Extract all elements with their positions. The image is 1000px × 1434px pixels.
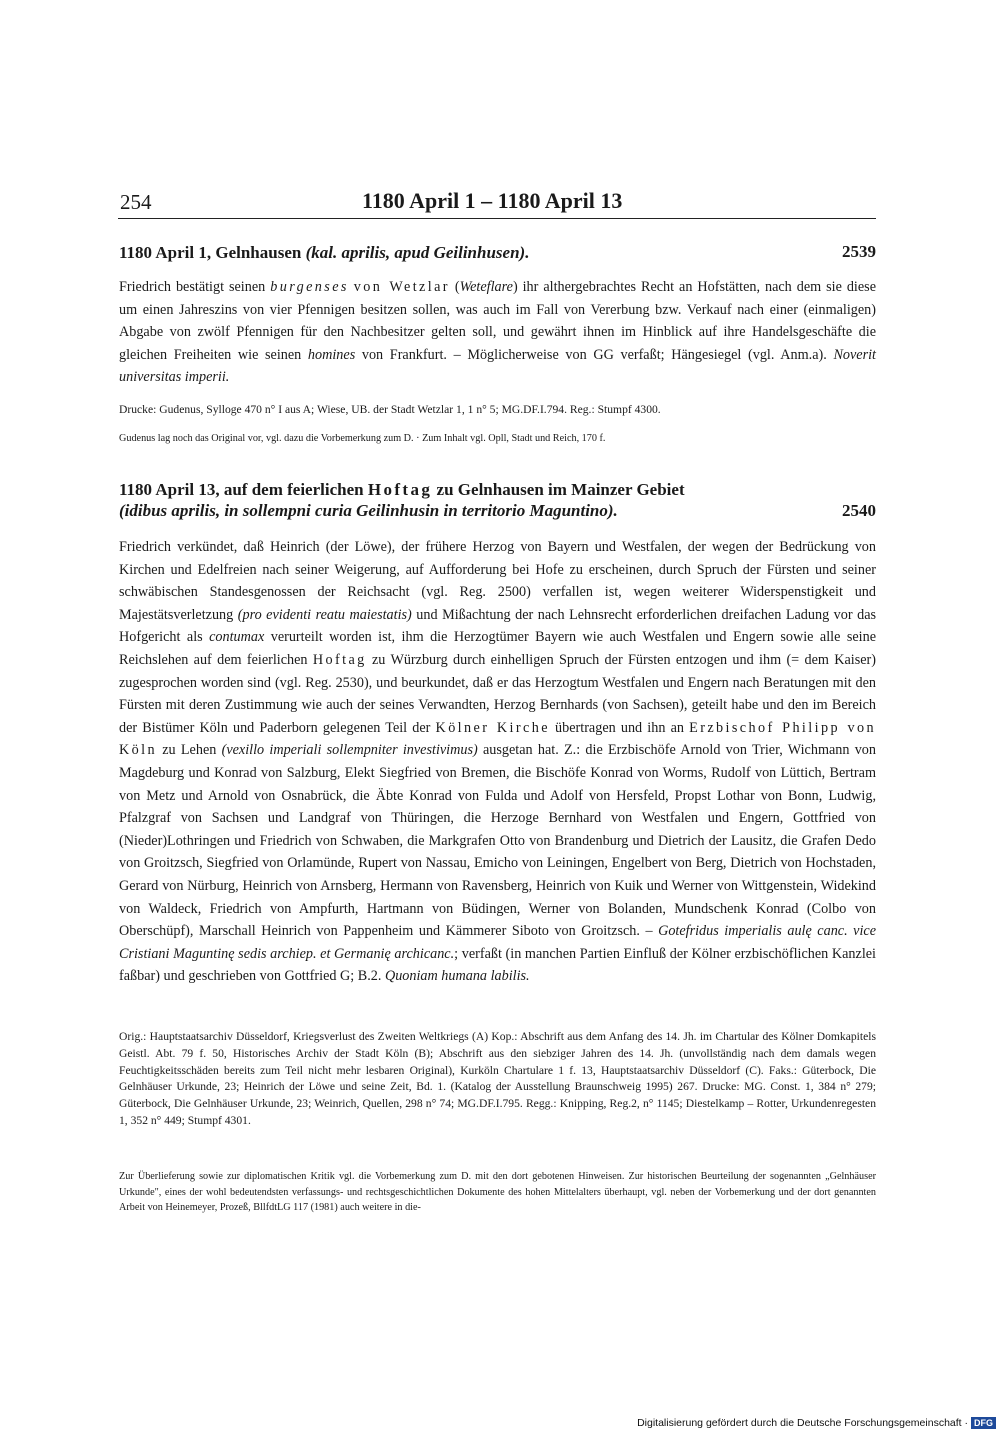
footer-credit <box>637 1417 996 1429</box>
entry-2539-heading: 1180 April 1, Gelnhausen (kal. aprilis, apud Geilinhusen). <box>119 243 530 262</box>
dfg-logo: DFG <box>971 1417 996 1429</box>
entry-2539-text: Friedrich bestätigt seinen burgenses von Wetzlar (Weteflare) ihr althergebrachtes Recht an Hofstätten, nach dem sie diese um einen Jahreszins von vier Pfennigen besitzen sollen, was auch im Fall von Vererbung bzw. Verkauf nach einer (einmaligen) Abgabe von zwölf Pfennigen für den Nachbesitzer gelten soll, und gewährt ihnen im Hinblick auf ihre Handelsgeschäfte die gleichen Freiheiten wie seinen homines von Frankfurt. – Möglicherweise von GG verfaßt; Hängesiegel (vgl. Anm.a). Noverit universitas imperii. <box>119 279 876 386</box>
entry-2539-remark: Gudenus lag noch das Original vor, vgl. dazu die Vorbemerkung zum D. · Zum Inhalt vgl. Opll, Stadt und Reich, 170 f. <box>119 433 606 444</box>
running-title: 1180 April 1 – 1180 April 13 <box>362 188 623 213</box>
entry-2540-remark: Zur Überlieferung sowie zur diplomatischen Kritik vgl. die Vorbemerkung zum D. mit den dort gebotenen Hinweisen. Zur historischen Beurteilung der sogenannten „Gelnhäuser Urkunde", eines der wohl bedeutendsten verfassungs- und rechtsgeschichtlichen Dokumente des hohen Mittelalters überhaupt, vgl. neben der Vorbemerkung und der dort genannten Arbeit von Heinemeyer, Prozeß, BllfdtLG 117 (1981) auch weitere in die- <box>119 1171 876 1214</box>
entry-2540-heading: 1180 April 13, auf dem feierlichen Hoftag zu Gelnhausen im Mainzer Gebiet (idibus aprilis, in sollempni curia Geilinhusin in territorio Maguntino). <box>119 480 685 520</box>
entry-2540-number: 2540 <box>842 501 876 520</box>
entry-2540-sources: Orig.: Hauptstaatsarchiv Düsseldorf, Kriegsverlust des Zweiten Weltkriegs (A) Kop.: Abschrift aus dem Anfang des 14. Jh. im Chartular des Kölner Domkapitels Geistl. Abt. 79 f. 50, Historisches Archiv der Stadt Köln (B); Abschrift aus den siebziger Jahren des 14. Jh. (unvollständig nach dem damals wegen Feuchtigkeitsschäden bereits zum Teil nicht mehr lesbaren Original), Kurköln Chartulare 1 f. 13, Hauptstaatsarchiv Düsseldorf (C). Faks.: Güterbock, Die Gelnhäuser Urkunde, 23; Heinrich der Löwe und seine Zeit, Bd. 1. (Katalog der Ausstellung Braunschweig 1995) 267. Drucke: MG. Const. 1, 384 n° 279; Güterbock, Die Gelnhäuser Urkunde, 23; Weinrich, Quellen, 298 n° 74; MG.DF.I.795. Regg.: Knipping, Reg.2, n° 1145; Diestelkamp – Rotter, Urkundenregesten 1, 352 n° 449; Stumpf 4301. <box>119 1030 876 1127</box>
entry-2539-number: 2539 <box>842 242 876 261</box>
entry-2540-text: Friedrich verkündet, daß Heinrich (der Löwe), der frühere Herzog von Bayern und Westfalen, der wegen der Bedrückung von Kirchen und Edelfreien nach seiner Weigerung, auf Aufforderung bei Hofe zu erscheinen, durch Spruch der Fürsten und seiner schwäbischen Standesgenossen der Reichsacht (vgl. Reg. 2500) verfallen ist, wegen weiterer Widerspenstigkeit und Majestätsverletzung (pro evidenti reatu maiestatis) und Mißachtung der nach Lehnsrecht erforderlichen dreifachen Ladung vor das Hofgericht als contumax verurteilt worden ist, ihm die Herzogtümer Bayern wie auch Westfalen und Engern sowie alle seine Reichslehen auf dem feierlichen Hoftag zu Würzburg durch einhelligen Spruch der Fürsten entzogen und ihm (= dem Kaiser) zugesprochen worden sind (vgl. Reg. 2530), und beurkundet, daß er das Herzogtum Westfalen und Engern nach Beratungen mit den Fürsten mit deren Zustimmung wie auch der seines Verwandten, Herzog Bernhards (von Sachsen), geteilt habe und den im Bereich der Bistümer Köln und Paderborn gelegenen Teil der Kölner Kirche übertragen und ihn an Erzbischof Philipp von Köln zu Lehen (vexillo imperiali sollempniter investivimus) ausgetan hat. Z.: die Erzbischöfe Arnold von Trier, Wichmann von Magdeburg und Konrad von Salzburg, Elekt Siegfried von Bremen, die Bischöfe Konrad von Worms, Rudolf von Lüttich, Bertram von Metz und Arnold von Osnabrück, die Äbte Konrad von Fulda und Adolf von Hersfeld, Propst Lothar von Bonn, Ludwig, Pfalzgraf von Sachsen und Landgraf von Thüringen, die Herzoge Bernhard von Westfalen und Engern, Gottfried von (Nieder)Lothringen und Friedrich von Schwaben, die Markgrafen Otto von Brandenburg und Dietrich der Lausitz, die Grafen Dedo von Groitzsch, Siegfried von Orlamünde, Rupert von Nassau, Emicho von Leiningen, Engelbert von Berg, Dietrich von Hochstaden, Gerard von Nürburg, Heinrich von Arnsberg, Hermann von Ravensberg, Heinrich von Kuik und Werner von Wittgenstein, Widekind von Waldeck, Friedrich von Ampfurth, Hartmann von Büdingen, Werner von Bolanden, Mundschenk Konrad (Colbo von Oberschüpf), Marschall Heinrich von Pappenheim und Kämmerer Siboto von Groitzsch. – Gotefridus imperialis aulę canc. vice Cristiani Maguntinę sedis archiep. et Germanię archicanc.; verfaßt (in manchen Partien Einfluß der Kölner erzbischöflichen Kanzlei faßbar) und geschrieben von Gottfried G; B.2. Quoniam humana labilis. <box>119 539 877 985</box>
footer-text: Digitalisierung gefördert durch die Deutsche Forschungsgemeinschaft · <box>637 1417 968 1429</box>
entry-2539-prints: Drucke: Gudenus, Sylloge 470 n° I aus A; Wiese, UB. der Stadt Wetzlar 1, 1 n° 5; MG.DF.I.794. Reg.: Stumpf 4300. <box>119 403 661 416</box>
page-number: 254 <box>120 190 152 214</box>
header-rule <box>118 218 876 219</box>
